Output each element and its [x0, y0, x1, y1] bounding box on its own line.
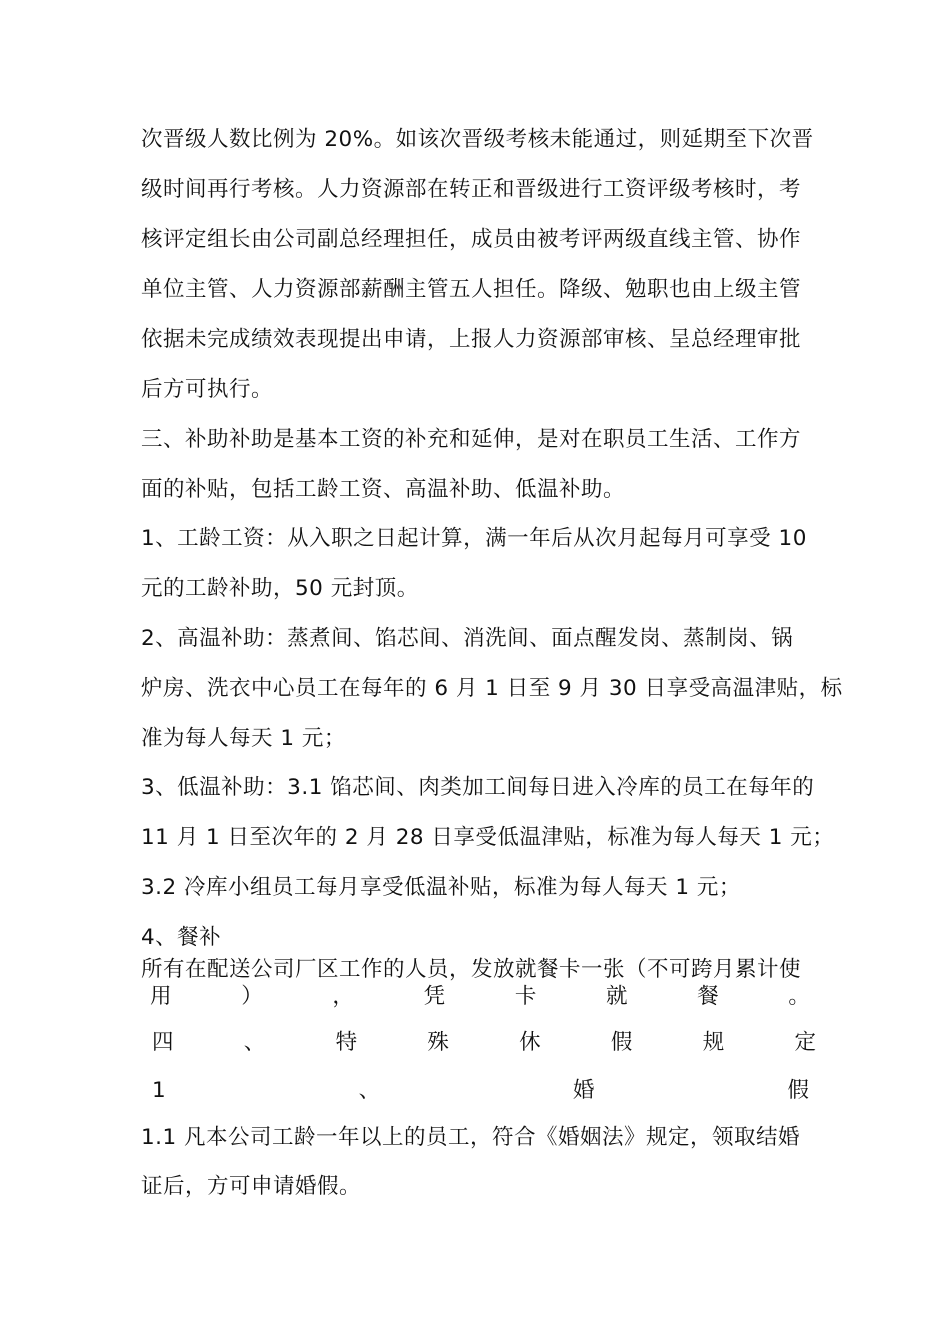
paragraph-line: 炉房、洗衣中心员工在每年的 6 月 1 日至 9 月 30 日享受高温津贴，标	[141, 676, 843, 701]
paragraph-line: 依据未完成绩效表现提出申请，上报人力资源部审核、呈总经理审批	[141, 327, 802, 352]
justified-char: 凭	[423, 984, 446, 1009]
paragraph-line: 所有在配送公司厂区工作的人员，发放就餐卡一张（不可跨月累计使	[141, 957, 802, 982]
justified-char: 休	[519, 1030, 541, 1055]
paragraph-line: 单位主管、人力资源部薪酬主管五人担任。降级、勉职也由上级主管	[141, 277, 802, 302]
justified-char: 餐	[697, 984, 719, 1009]
justified-char: 假	[610, 1030, 633, 1055]
justified-char: 四	[152, 1030, 174, 1055]
justified-char: ，	[332, 984, 354, 1009]
justified-char: 用	[150, 984, 172, 1009]
justified-char: 卡	[514, 984, 537, 1009]
list-item-line: 3、低温补助：3.1 馅芯间、肉类加工间每日进入冷库的员工在每年的	[141, 775, 815, 800]
paragraph-line: 核评定组长由公司副总经理担任，成员由被考评两级直线主管、协作	[141, 227, 802, 252]
justified-char: 、	[243, 1030, 266, 1055]
justified-char: 。	[788, 984, 810, 1009]
paragraph-line: 证后，方可申请婚假。	[141, 1174, 362, 1199]
paragraph-line: 3.2 冷库小组员工每月享受低温补贴，标准为每人每天 1 元；	[141, 875, 741, 900]
justified-char: 就	[606, 984, 628, 1009]
paragraph-line: 级时间再行考核。人力资源部在转正和晋级进行工资评级考核时，考	[141, 177, 802, 202]
paragraph-line: 次晋级人数比例为 20%。如该次晋级考核未能通过，则延期至下次晋	[141, 127, 814, 152]
justified-char: 、	[358, 1078, 381, 1103]
list-item-line: 4、餐补	[141, 925, 222, 950]
justified-char: 假	[787, 1078, 809, 1103]
subheading-line	[152, 1076, 809, 1106]
list-item-line: 1、工龄工资：从入职之日起计算，满一年后从次月起每月可享受 10	[141, 526, 807, 551]
justified-line	[150, 982, 810, 1012]
list-item-line: 2、高温补助：蒸煮间、馅芯间、消洗间、面点醒发岗、蒸制岗、锅	[141, 626, 794, 651]
paragraph-line: 面的补贴，包括工龄工资、高温补助、低温补助。	[141, 477, 626, 502]
justified-char: 规	[702, 1030, 725, 1055]
paragraph-line: 准为每人每天 1 元；	[141, 726, 346, 751]
paragraph-line: 11 月 1 日至次年的 2 月 28 日享受低温津贴，标准为每人每天 1 元；	[141, 825, 835, 850]
justified-char: 定	[794, 1030, 816, 1055]
paragraph-line: 元的工龄补助，50 元封顶。	[141, 576, 419, 601]
justified-char: 婚	[573, 1078, 595, 1103]
justified-char: 特	[335, 1030, 358, 1055]
paragraph-line: 后方可执行。	[141, 377, 274, 402]
list-item-line: 1.1 凡本公司工龄一年以上的员工，符合《婚姻法》规定，领取结婚	[141, 1125, 801, 1150]
section-heading-line	[152, 1028, 816, 1058]
justified-char: 1	[152, 1078, 166, 1103]
justified-char: ）	[241, 984, 263, 1009]
justified-char: 殊	[427, 1030, 449, 1055]
section-heading-line: 三、补助补助是基本工资的补充和延伸，是对在职员工生活、工作方	[141, 427, 802, 452]
